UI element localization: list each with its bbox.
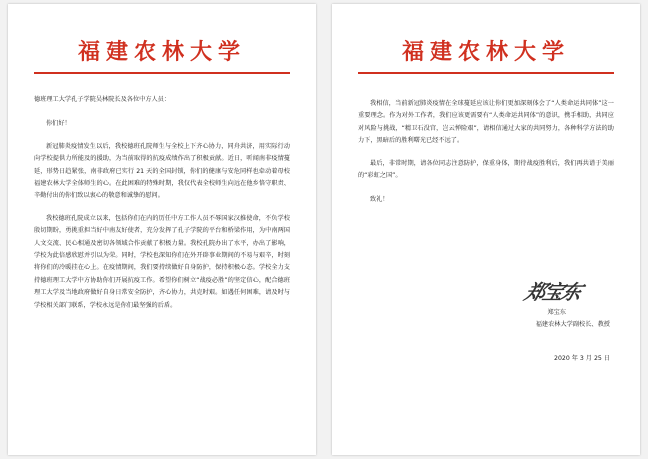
letterhead-title: 福建农林大学 bbox=[77, 39, 246, 65]
greeting: 你们好！ bbox=[46, 120, 71, 128]
salutation: 德班理工大学孔子学院吴林院长及各位中方人员： bbox=[34, 96, 171, 103]
paragraph: 我相信，当前新冠肺炎疫情在全球蔓延应该让你们更加深刻体会了“人类命运共同体”这一重要理念。作为对外工作者，我们应该更需要有“人类命运共同体”的意识，携手相助，共同应对风险与挑战，“精卫石没宫，岂云惮险艰”，请相信通过大家的共同努力，各种科学方法的助力下，黑暗后的胜利曙光已经不远了。 bbox=[358, 100, 614, 145]
signer-title: 福建农林大学副校长、教授 bbox=[535, 321, 610, 328]
letterhead-header bbox=[358, 4, 614, 74]
paragraph: 我校德班孔院成立以来，包括你们在内的历任中方工作人员不辱国家汉推使命，不负学校殷切期盼，勇挑重担当好中南友好使者，充分发挥了孔子学院的平台和桥梁作用，为中南两国人文交流、民心相通及密切各领域合作贡献了积极力量。我校孔院办出了水平，办出了影响，学校为此倍感欣慰并引以为荣。同时，学校也深知你们在外开辟事业期间的不易与艰辛，时刻将你们的冷暖挂在心上。在疫情期间，我们要持续做好自身防护，保持积极心态。学校全力支持德班理工大学中方协助你们开展抗疫工作。希望你们树立“战疫必胜”的坚定信心，配合德班理工大学及当地政府做好自身日常安全防护，齐心协力，共克时艰。如遇任何困难，请及时与学校相关部门联系，学校永远是你们最坚强的后盾。 bbox=[34, 214, 290, 309]
letter-page-left bbox=[8, 4, 316, 455]
paragraph: 新冠肺炎疫情发生以后，我校德班孔院师生与全校上下齐心协力，同舟共济，用实际行动向学校提供力所能及的援助，为当前取得的抗疫成绩作出了积极贡献。近日，听闻南非疫情蔓延，形势日趋紧张，南非政府已实行 21 天的全国封锁，你们的健康与安危同样也牵动着母校福建农林大学全体师生的心。在此困难的特殊时期，我仅代表全校师生向远在他乡恪守职责、辛勤付出的你们致以衷心的敬意和诚挚的慰问。 bbox=[34, 142, 290, 200]
signature-block bbox=[521, 276, 610, 365]
letterhead-rule bbox=[358, 72, 614, 74]
letter-page-right bbox=[332, 4, 640, 455]
paragraph: 最后，非常时期，请各位同志注意防护，保重身体，期待战疫胜利后，我们再共谱于美丽的“彩虹之国”。 bbox=[358, 159, 614, 180]
letterhead-title: 福建农林大学 bbox=[401, 39, 570, 65]
letter-date: 2020 年 3 月 25 日 bbox=[554, 355, 610, 362]
signer-name: 郑宝东 bbox=[547, 309, 566, 316]
closing-line: 致礼！ bbox=[370, 196, 389, 204]
handwritten-signature: 郑宝东 bbox=[521, 280, 584, 304]
letterhead-header bbox=[34, 4, 290, 74]
letterhead-rule bbox=[34, 72, 290, 74]
